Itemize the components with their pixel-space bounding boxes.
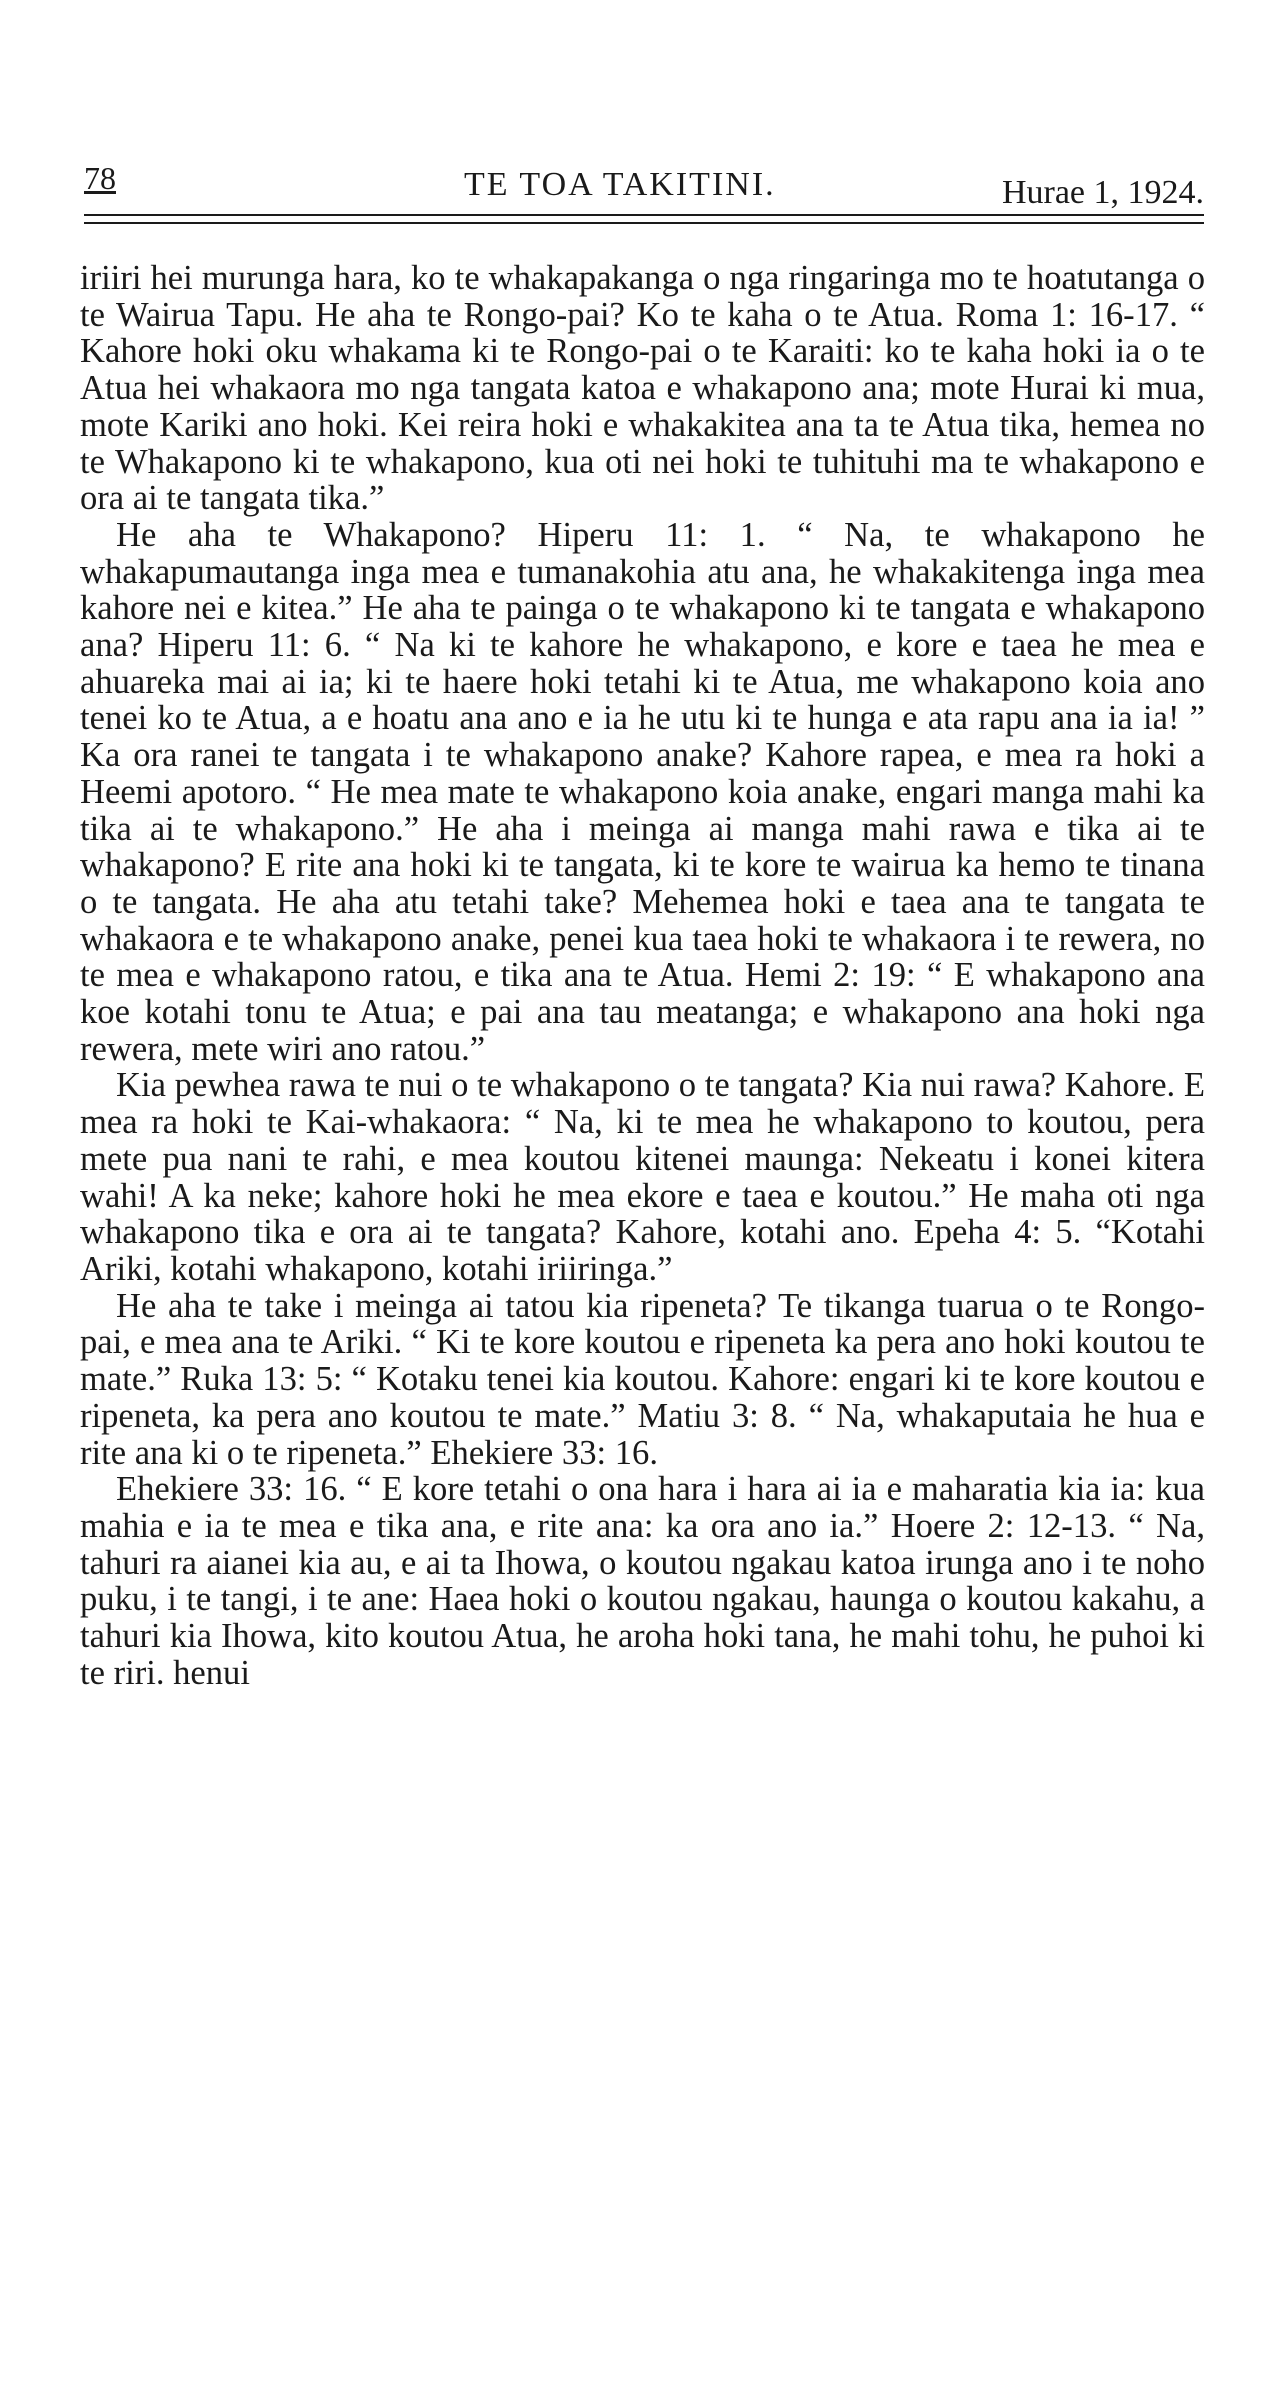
paragraph-5: Ehekiere 33: 16. “ E kore tetahi o ona hara i hara ai ia e maharatia kia ia: kua mahia e ia te mea e tika ana, e rite ana: ka ora ano ia.” Hoere 2: 12-13. “ Na, tahuri ra aianei kia au, e ai ta Ihowa, o koutou ngakau katoa irunga ano i te noho puku, i te tangi, i te ane: Haea hoki o koutou ngakau, haunga o koutou kakahu, a tahuri kia Ihowa, kito koutou Atua, he aroha hoki tana, he mahi tohu, he puhoi ki te riri. henui: [80, 1470, 1205, 1692]
header-rule-top: [84, 214, 1204, 216]
paragraph-4: He aha te take i meinga ai tatou kia ripeneta? Te tikanga tuarua o te Rongo-pai, e mea ana te Ariki. “ Ki te kore koutou e ripeneta ka pera ano hoki koutou te mate.” Ruka 13: 5: “ Kotaku tenei kia koutou. Kahore: engari ki te kore koutou e ripeneta, ka pera ano koutou te mate.” Matiu 3: 8. “ Na, whakaputaia he hua e rite ana ki o te ripeneta.” Ehekiere 33: 16.: [80, 1286, 1205, 1472]
header-rule-bottom: [84, 222, 1204, 224]
paragraph-1: iriiri hei murunga hara, ko te whakapakanga o nga ringaringa mo te hoatutanga o te Wairua Tapu. He aha te Rongo-pai? Ko te kaha o te Atua. Roma 1: 16-17. “ Kahore hoki oku whakama ki te Rongo-pai o te Karaiti: ko te kaha hoki ia o te Atua hei whakaora mo nga tangata katoa e whakapono ana; mote Hurai ki mua, mote Kariki ano hoki. Kei reira hoki e whakakitea ana ta te Atua tika, hemea no te Whakapono ki te whakapono, kua oti nei hoki te tuhituhi ma te whakapono e ora ai te tangata tika.”: [80, 259, 1205, 518]
page-number: 78: [84, 160, 116, 196]
paragraph-2: He aha te Whakapono? Hiperu 11: 1. “ Na, te whakapono he whakapumautanga inga mea e tumanakohia atu ana, he whakakitenga inga mea kahore nei e kitea.” He aha te painga o te whakapono ki te tangata e whakapono ana? Hiperu 11: 6. “ Na ki te kahore he whakapono, e kore e taea he mea e ahuareka mai ai ia; ki te haere hoki tetahi ki te Atua, me whakapono koia ano tenei ko te Atua, a e hoatu ana ano e ia he utu ki te hunga e ata rapu ana ia ia! ” Ka ora ranei te tangata i te whakapono anake? Kahore rapea, e mea ra hoki a Heemi apotoro. “ He mea mate te whakapono koia anake, engari manga mahi ka tika ai te whakapono.” He aha i meinga ai manga mahi rawa e tika ai te whakapono? E rite ana hoki ki te tangata, ki te kore te wairua ka hemo te tinana o te tangata. He aha atu tetahi take? Mehemea hoki e taea ana te tangata te whakaora e te whakapono anake, penei kua taea hoki te whakaora i te rewera, no te mea e whakapono ratou, e tika ana te Atua. Hemi 2: 19: “ E whakapono ana koe kotahi tonu te Atua; e pai ana tau meatanga; e whakapono ana hoki nga rewera, mete wiri ano ratou.”: [80, 515, 1205, 1068]
issue-date: Hurae 1, 1924.: [1001, 174, 1204, 211]
page-header: [84, 160, 1204, 210]
body-text: [80, 260, 1205, 1691]
journal-title: TE TOA TAKITINI.: [464, 166, 776, 203]
paragraph-3: Kia pewhea rawa te nui o te whakapono o te tangata? Kia nui rawa? Kahore. E mea ra hoki te Kai-whakaora: “ Na, ki te mea he whakapono to koutou, pera mete pua nani te rahi, e mea koutou kitenei maunga: Nekeatu i konei kitera wahi! A ka neke; kahore hoki he mea ekore e taea e koutou.” He maha oti nga whakapono tika e ora ai te tangata? Kahore, kotahi ano. Epeha 4: 5. “Kotahi Ariki, kotahi whakapono, kotahi iriiringa.”: [80, 1066, 1205, 1288]
